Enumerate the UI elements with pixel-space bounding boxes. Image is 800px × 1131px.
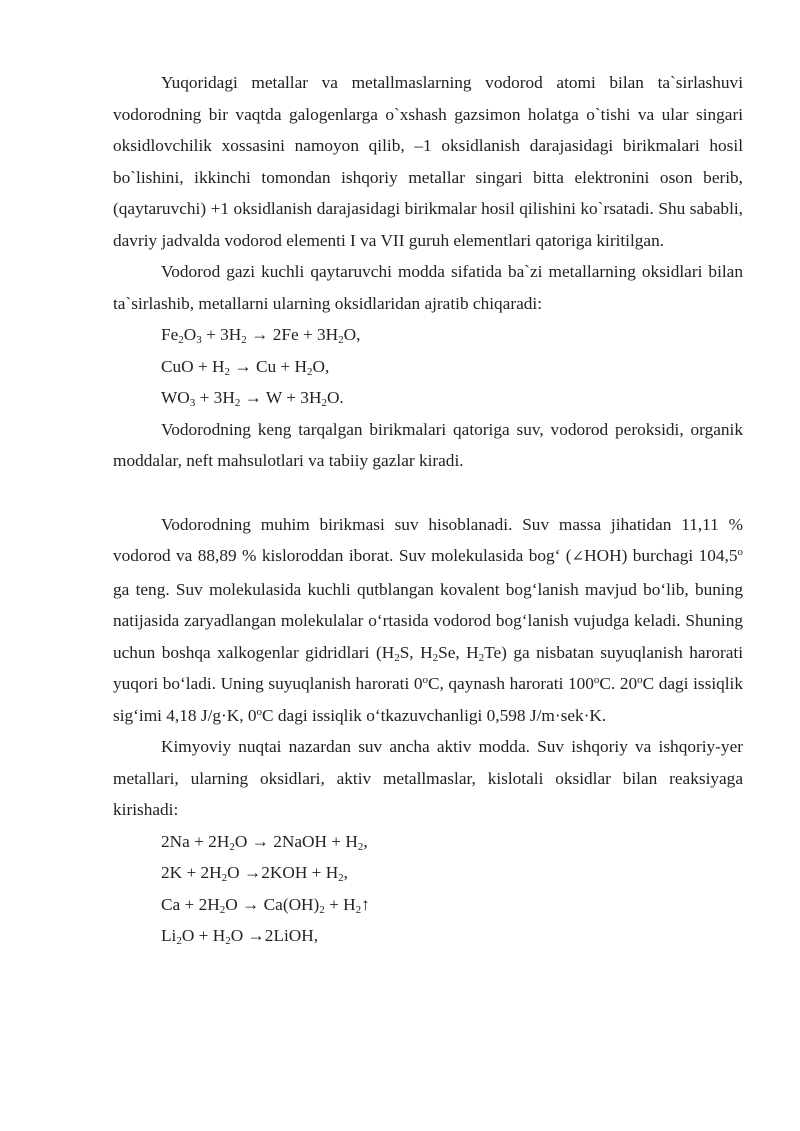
equation-cuo: CuO + $H_2 \to Cu + H_2O$, [161,356,330,378]
paragraph-hydrogen-properties: Yuqoridagi metallar va metallmaslarning vodorod atomi bilan ta`sirlashuvi vodorodning bir vaqtda galogenlarga o`xshash gazsimon holatga o`tishi va ular singari oksidlovchilik xossasini namoyon qilib, –1 oksidlanish darajasidagi birikmalari hosil bo`lishini, ikkinchi tomondan ishqoriy metallar singari bitta elektronini oson berib, (qaytaruvchi) +1 oksidlanish darajasidagi birikmalar hosil qilishini ko`rsatadi. Shu sababli, davriy jadvalda vodorod elementi I va VII guruh elementlari qatoriga kiritilgan. [113,73,743,250]
paragraph-water-reactions: Kimyoviy nuqtai nazardan suv ancha aktiv modda. Suv ishqoriy va ishqoriy-yer metallari, ularning oksidlari, aktiv metallmaslar, kislotali oksidlar bilan reaksiyaga kirishadi: [113,737,743,819]
equation-k: $2K + 2H_2O \to 2KOH + H_2$, [161,863,348,884]
equation-na: $2Na + 2H_2O$ → 2NaOH + $H_2$, [161,831,368,853]
angle-symbol: ∠ [571,549,585,565]
equation-wo3: $WO_3 + 3H_2 \to W + 3H_2O$. [161,388,344,409]
paragraph-gap [113,477,743,509]
paragraph-reducing-agent: Vodorod gazi kuchli qaytaruvchi modda sifatida ba`zi metallarning oksidlari bilan ta`sirlashib, metallarni ularning oksidlaridan ajratib chiqaradi: [113,262,743,313]
equation-ca: $Ca + 2H_2O \to Ca(OH)_2$ + $H_2↑$ [161,894,370,916]
paragraph-hydrogen-compounds: Vodorodning keng tarqalgan birikmalari qatoriga suv, vodorod peroksidi, organik moddalar, neft mahsulotlari va tabiiy gazlar kiradi. [113,419,743,470]
equation-fe2o3: $Fe_2O_3 + 3H_2 \to 2Fe + 3H_2O$, [161,325,361,346]
paragraph-water: Vodorodning muhim birikmasi suv hisoblanadi. Suv massa jihatidan 11,11 % vodorod va 88,89 % kisloroddan iborat. Suv molekulasida bog‘ (∠HOH) burchagi 104,5$^o$ ga teng. Suv molekulasida kuchli qutblangan kovalent bog‘lanish mavjud bo‘lib, buning natijasida zaryadlangan molekulalar o‘rtasida vodorod bog‘lanish vujudga keladi. Shuning uchun boshqa xalkogenlar gidridlari ($H_2S$, $H_2Se$, $H_2Te$) ga nisbatan suyuqlanish harorati yuqori bo‘ladi. Uning suyuqlanish harorati 0$^o$C, qaynash harorati 100$^o$C. 20$^o$C dagi issiqlik sig‘imi 4,18 J/g·K, 0$^o$C dagi issiqlik o‘tkazuvchanligi 0,598 J/m·sek·K. [113,514,744,725]
equation-li2o: $Li_2O + H_2O$ →2LiOH, [161,926,319,947]
